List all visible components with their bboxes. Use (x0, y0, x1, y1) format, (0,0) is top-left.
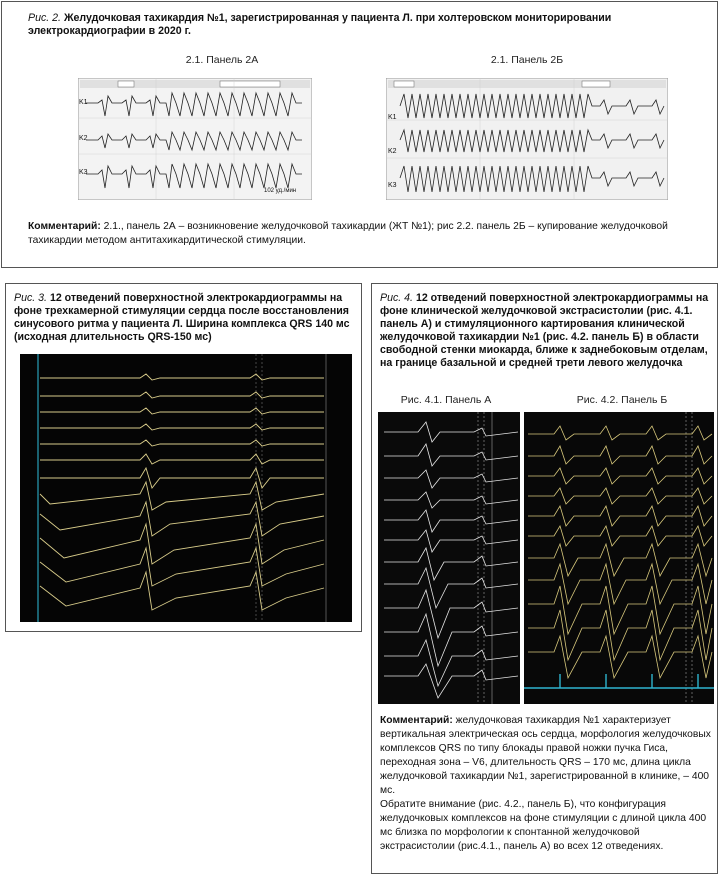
figure-4-comment-p2: Обратите внимание (рис. 4.2., панель Б), что конфигурация желудочковых комплексов на фоне стимуляции с длиной цикла 400 мс близка по морфологии к спонтанной желудочковой экстрасистолии (рис.4.1., панель А) во всех 12 отведениях. (380, 799, 707, 852)
figure-2-comment-text: 2.1., панель 2А – возникновение желудочковой тахикардии (ЖТ №1); рис 2.2. панель 2Б – купирование желудочковой тахикардии методом антитахикардитической стимуляции. (28, 221, 668, 246)
figure-3-box (5, 283, 362, 632)
figure-2-panel-b-ecg (386, 78, 668, 200)
figure-2-panel-a-lead-2: K2 (79, 135, 88, 142)
figure-4-number: Рис. 4. (380, 292, 413, 304)
figure-4-panel-a-label: Рис. 4.1. Панель А (400, 394, 492, 406)
figure-2-panel-b-lead-2: K2 (388, 148, 397, 155)
figure-4-title: 12 отведений поверхностной электрокардиограммы на фоне клинической желудочковой экстрасистолии (рис. 4.1. панель А) и стимуляционного картирования клинической желудочковой тахикардии №1 (рис. 4.2. панель Б) в области свободной стенки миокарда, ближе к заднебоковым отделам, на границе базальной и средней трети левого желудочка (380, 292, 709, 369)
figure-2-comment-head: Комментарий: (28, 221, 101, 232)
figure-4-comment-text-1: желудочковая тахикардия №1 характеризует вертикальная электрическая ось сердца, морфология желудочковых комплексов QRS по типу блокады правой ножки пучка Гиса, переходная зона – V6, длительность QRS – 170 мс, длина цикла желудочковой тахикардии №1, зарегистрированной в клинике, – 400 мс. (380, 715, 711, 796)
figure-4-comment (380, 714, 714, 854)
figure-2-panel-a-ecg (78, 78, 312, 200)
figure-2-panel-b-label: 2.1. Панель 2Б (490, 54, 564, 66)
figure-4-comment-head: Комментарий: (380, 715, 453, 726)
figure-2-title: Желудочковая тахикардия №1, зарегистрированная у пациента Л. при холтеровском мониторировании электрокардиографии в 2020 г. (28, 12, 612, 37)
figure-3-number: Рис. 3. (14, 292, 47, 304)
figure-2-number: Рис. 2. (28, 12, 61, 24)
figure-2-panel-a-lead-3: K3 (79, 169, 88, 176)
figure-4-panel-b-label: Рис. 4.2. Панель Б (576, 394, 668, 406)
figure-3-ecg (20, 354, 352, 622)
figure-4-comment-p1 (380, 714, 714, 798)
figure-4-caption (380, 292, 712, 370)
figure-3-caption (14, 292, 354, 344)
figure-4-box (371, 283, 718, 874)
figure-2-panel-a-lead-1: K1 (79, 99, 88, 106)
figure-4-panel-a-ecg (378, 412, 520, 704)
figure-2-panel-a-speed: 102 уд./мин (264, 188, 297, 194)
figure-2-panel-b-lead-1: K1 (388, 114, 397, 121)
figure-3-title: 12 отведений поверхностной электрокардиограммы на фоне трехкамерной стимуляции сердца после восстановления синусового ритма у пациента Л. Ширина комплекса QRS 140 мс (исходная длительность QRS-150 мс) (14, 292, 350, 343)
figure-2-caption (28, 12, 708, 38)
figure-2-comment (28, 220, 700, 248)
figure-2-box (1, 1, 718, 268)
figure-2-panel-b-lead-3: K3 (388, 182, 397, 189)
figure-2-panel-a-label: 2.1. Панель 2А (185, 54, 259, 66)
figure-4-panel-b-ecg (524, 412, 714, 704)
